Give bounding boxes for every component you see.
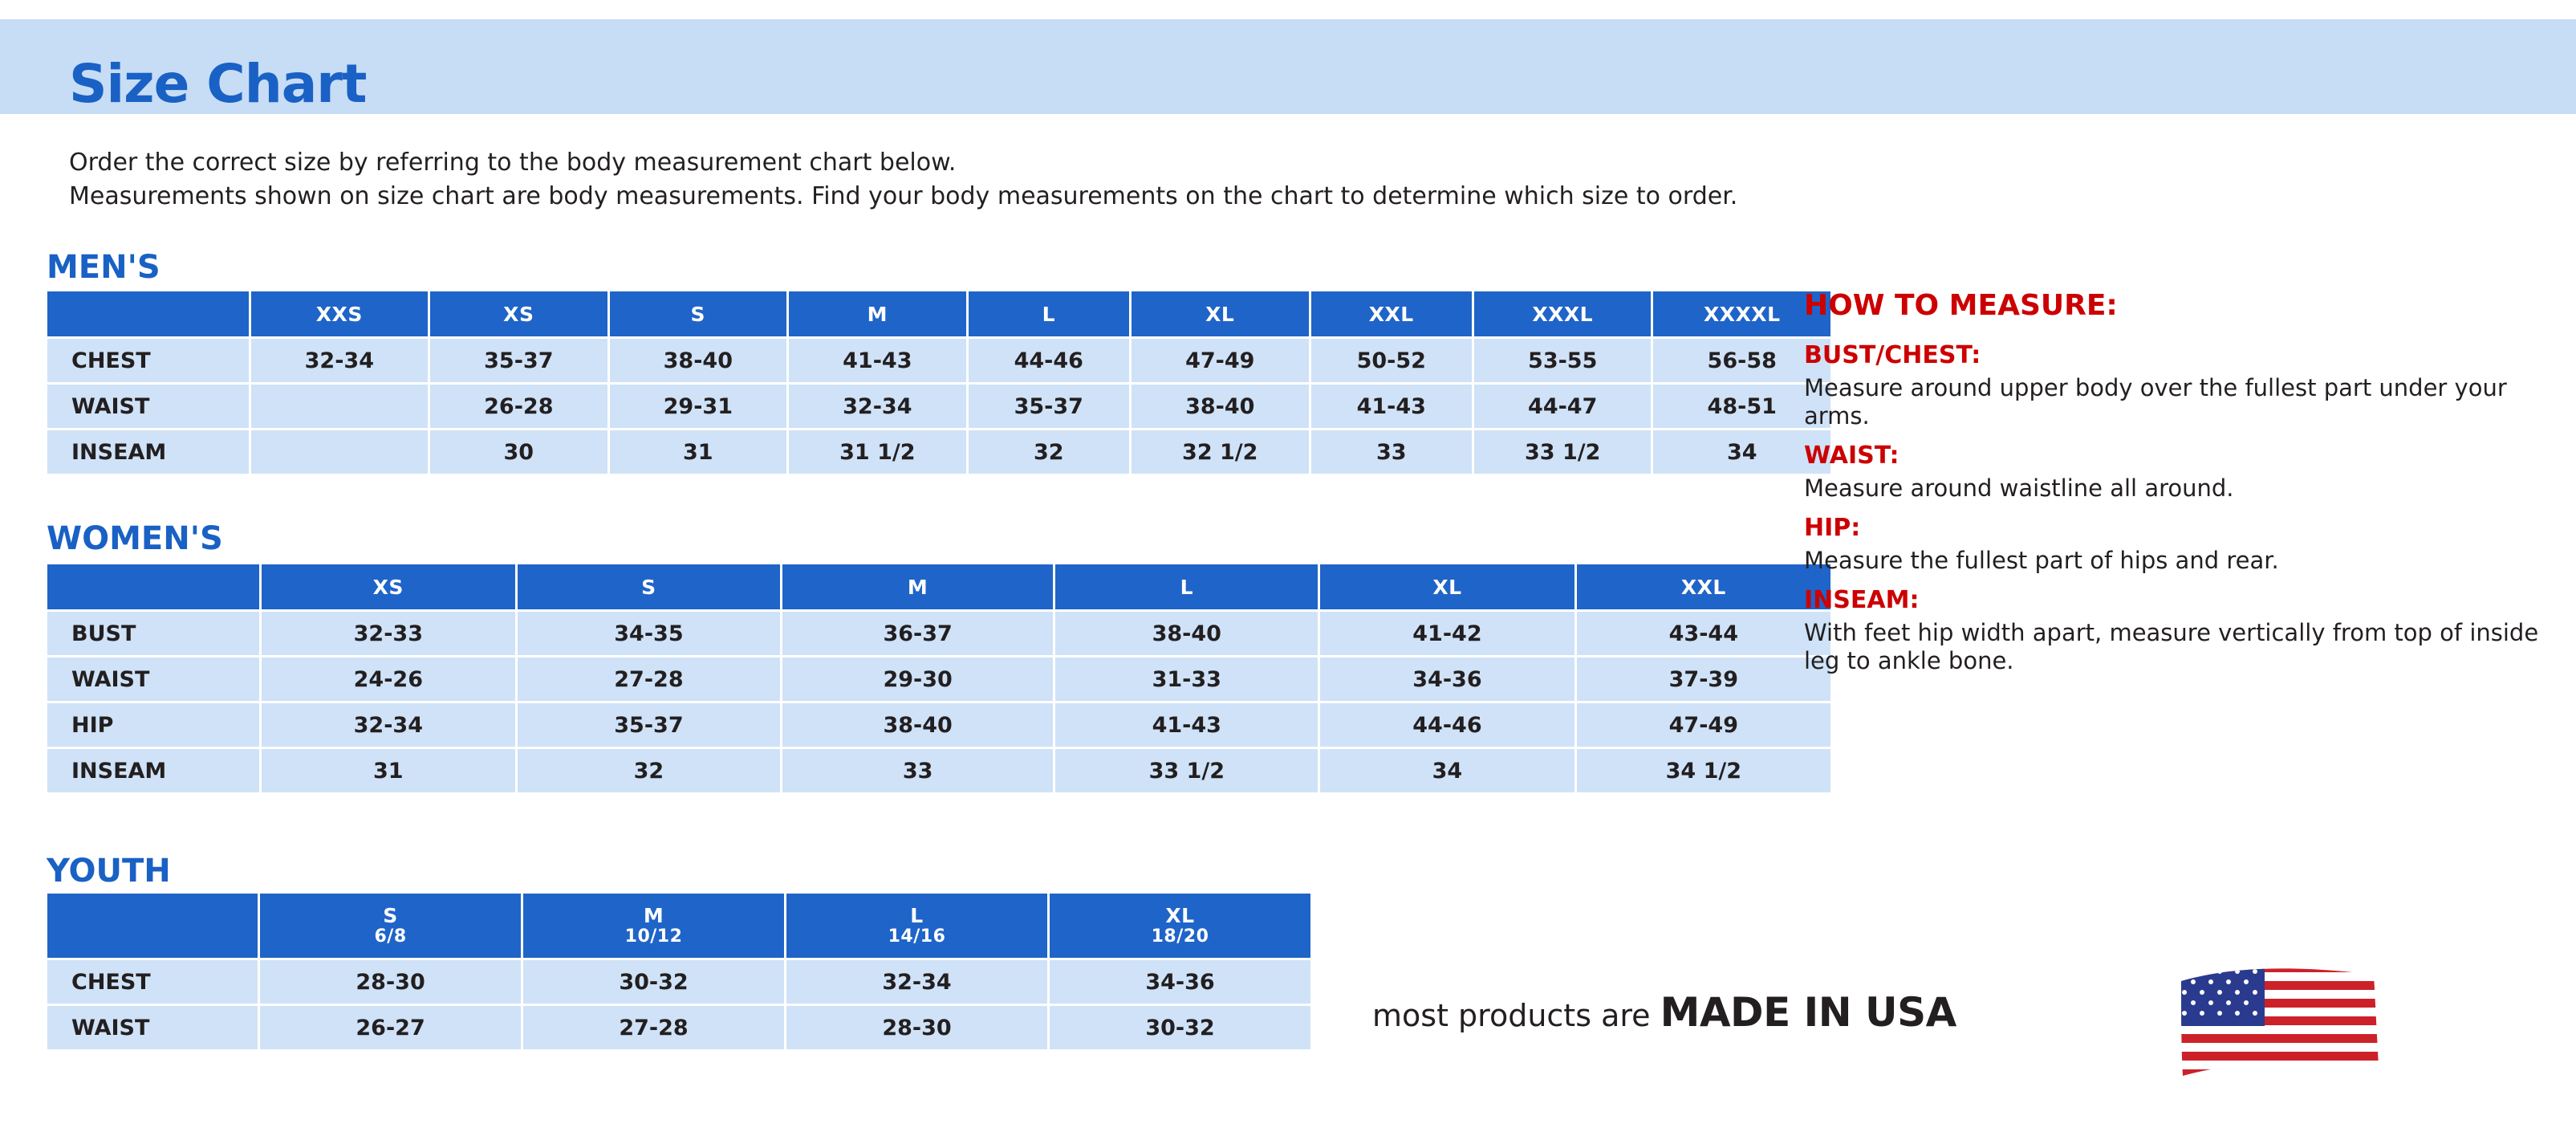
measurement-cell: 26-27 [260,1006,521,1049]
youth-table-body [47,960,1310,1049]
measurement-cell: 41-43 [1311,385,1472,428]
measurement-cell: 32 1/2 [1132,430,1309,474]
column-header: XL [1132,291,1309,336]
column-header: S [610,291,787,336]
measurement-cell: 41-43 [789,339,966,382]
measurement-cell: 34 [1320,749,1574,792]
measure-item-label: INSEAM: [1804,586,1920,614]
measurement-cell: 33 1/2 [1055,749,1318,792]
measurement-cell: 35-37 [430,339,607,382]
section-title-womens: WOMEN'S [47,520,223,557]
column-header-age: 18/20 [1151,926,1209,947]
column-header-size: L [910,904,924,927]
mens-table-body [47,339,1830,474]
measure-item-label: BUST/CHEST: [1804,341,1981,369]
row-label: BUST [47,612,259,655]
measurement-cell [251,385,429,428]
section-title-youth: YOUTH [47,853,171,890]
table-row [47,612,1830,655]
measurement-cell: 38-40 [1132,385,1309,428]
measure-item-text: Measure the fullest part of hips and rear. [1804,547,2279,574]
intro-line-2: Measurements shown on size chart are body measurements. Find your body measurements on the chart to determine which size to order. [69,182,1738,210]
column-header: XXS [251,291,429,336]
column-header-size: XL [1165,904,1195,927]
measurement-cell: 53-55 [1474,339,1652,382]
measurement-cell: 35-37 [518,703,780,747]
column-header: XL [1320,564,1574,609]
row-label: WAIST [47,385,249,428]
measurement-cell: 34-36 [1320,658,1574,701]
table-header-row [47,894,1310,958]
made-in-usa-emphasis: MADE IN USA [1660,989,1956,1036]
measurement-cell: 32-34 [789,385,966,428]
column-header-age: 10/12 [624,926,683,947]
youth-size-table [45,891,1313,1052]
column-header: M [789,291,966,336]
measurement-cell: 30 [430,430,607,474]
measurement-cell: 33 [1311,430,1472,474]
measurement-cell: 47-49 [1577,703,1830,747]
table-row [47,339,1830,382]
column-header: XXXXL [1653,291,1830,336]
made-in-usa-prefix: most products are [1372,998,1660,1033]
measurement-cell: 31 1/2 [789,430,966,474]
header-band [0,19,2576,114]
measurement-cell: 32 [969,430,1129,474]
measure-item-text: Measure around waistline all around. [1804,474,2234,502]
column-header [260,894,521,958]
measurement-cell: 35-37 [969,385,1129,428]
measurement-cell: 34-36 [1050,960,1310,1004]
column-header: XXL [1577,564,1830,609]
measurement-cell: 44-46 [1320,703,1574,747]
measurement-cell: 34 1/2 [1577,749,1830,792]
measurement-cell [251,430,429,474]
measurement-cell: 32-34 [251,339,429,382]
measurement-cell: 30-32 [1050,1006,1310,1049]
how-to-measure-panel [1804,289,2542,675]
table-row [47,703,1830,747]
measurement-cell: 38-40 [1055,612,1318,655]
row-label: WAIST [47,1006,258,1049]
intro-line-1: Order the correct size by referring to the body measurement chart below. [69,149,957,177]
table-header-row [47,564,1830,609]
column-header [523,894,784,958]
section-title-mens: MEN'S [47,249,160,286]
table-row [47,385,1830,428]
measurement-cell: 41-42 [1320,612,1574,655]
measurement-cell: 38-40 [782,703,1053,747]
made-in-usa-block [1372,963,2528,1084]
made-in-usa-text [1372,989,1956,1036]
measurement-cell: 36-37 [782,612,1053,655]
measurement-cell: 27-28 [523,1006,784,1049]
column-header-size: S [383,904,398,927]
measurement-cell: 32 [518,749,780,792]
measurement-cell: 32-33 [262,612,515,655]
measurement-cell: 41-43 [1055,703,1318,747]
table-row [47,430,1830,474]
column-header-size: M [643,904,664,927]
column-header: XXXL [1474,291,1652,336]
measurement-cell: 37-39 [1577,658,1830,701]
table-corner-cell [47,564,259,609]
measurement-cell: 28-30 [260,960,521,1004]
measurement-cell: 31-33 [1055,658,1318,701]
measurement-cell: 34 [1653,430,1830,474]
table-header-row [47,291,1830,336]
table-corner-cell [47,894,258,958]
table-row [47,749,1830,792]
measure-item-label: HIP: [1804,514,1861,542]
table-row [47,658,1830,701]
measurement-cell: 56-58 [1653,339,1830,382]
table-corner-cell [47,291,249,336]
column-header: XS [262,564,515,609]
measurement-cell: 31 [610,430,787,474]
measurement-cell: 30-32 [523,960,784,1004]
measurement-cell: 24-26 [262,658,515,701]
measurement-cell: 29-30 [782,658,1053,701]
measurement-cell: 32-34 [786,960,1047,1004]
measurement-cell: 38-40 [610,339,787,382]
measure-item-text: With feet hip width apart, measure vertically from top of inside leg to ankle bone. [1804,619,2539,674]
row-label: HIP [47,703,259,747]
womens-size-table [45,562,1833,795]
row-label: WAIST [47,658,259,701]
table-row [47,960,1310,1004]
measure-item-label: WAIST: [1804,442,1899,470]
page-title: Size Chart [69,53,367,115]
column-header-age: 14/16 [888,926,946,947]
measurement-cell: 44-47 [1474,385,1652,428]
column-header: XS [430,291,607,336]
measurement-cell: 29-31 [610,385,787,428]
measurement-cell: 33 [782,749,1053,792]
column-header: XXL [1311,291,1472,336]
how-to-measure-heading: HOW TO MEASURE: [1804,289,2118,322]
row-label: INSEAM [47,430,249,474]
usa-flag-icon [2175,963,2383,1084]
measurement-cell: 32-34 [262,703,515,747]
intro-text [69,146,2525,214]
usa-flag-svg [2175,963,2383,1084]
measurement-cell: 47-49 [1132,339,1309,382]
column-header [1050,894,1310,958]
column-header-age: 6/8 [374,926,407,947]
measurement-cell: 34-35 [518,612,780,655]
measure-item-text: Measure around upper body over the fullest part under your arms. [1804,374,2507,430]
measurement-cell: 27-28 [518,658,780,701]
row-label: CHEST [47,339,249,382]
column-header: M [782,564,1053,609]
measurement-cell: 26-28 [430,385,607,428]
row-label: CHEST [47,960,258,1004]
how-to-measure-items [1804,341,2542,675]
womens-table-body [47,612,1830,792]
measurement-cell: 33 1/2 [1474,430,1652,474]
column-header [786,894,1047,958]
measurement-cell: 31 [262,749,515,792]
column-header: L [1055,564,1318,609]
measurement-cell: 44-46 [969,339,1129,382]
measurement-cell: 28-30 [786,1006,1047,1049]
row-label: INSEAM [47,749,259,792]
measurement-cell: 48-51 [1653,385,1830,428]
measurement-cell: 43-44 [1577,612,1830,655]
column-header: S [518,564,780,609]
table-row [47,1006,1310,1049]
measurement-cell: 50-52 [1311,339,1472,382]
mens-size-table [45,289,1833,476]
column-header: L [969,291,1129,336]
